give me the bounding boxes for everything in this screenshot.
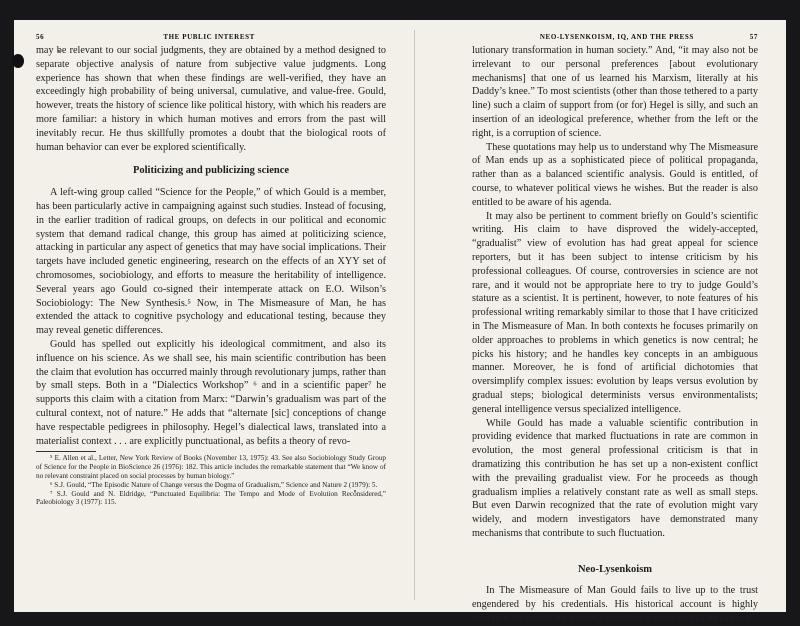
running-head: THE PUBLIC INTEREST xyxy=(163,33,255,41)
paragraph: It may also be pertinent to comment briefly on Gould’s scientific writing. His claim to have disproved the widely-accepted, “gradualist” view of evolution has had great appeal for science reporters, but it has been subject to intense criticism by his professional colleagues. Of course, controversies in science are not rare, and it would not be appropriate here to try to judge Gould’s stature as a scientist. It is pertinent, however, to note features of his professional writing remarkably similar to those that I have criticized in The Mismeasure of Man. In both contexts he focuses primarily on older approaches to problems in which genetics is now central; he picks his history; and he handles key concepts in an ambiguous manner. Moreover, he is fond of artificial dichotomies that oversimplify complex issues: evolution by leaps versus evolution by gradual steps; biological determinists versus environmentalists; general intelligence versus specialized intelligence. xyxy=(472,210,758,415)
paragraph: While Gould has made a valuable scientific contribution in providing evidence that marked fluctuations in rate are common in evolution, the most general professional criticism is that in dramatizing this contribution he has set up a non-existent conflict with the prevailing gradualist view. For he proceeds as though gradualism implies a relatively constant rate as well as small steps. But even Darwin recognized that the rate of evolution might vary widely, and modern investigators have demonstrated many mechanisms that contribute to such fluctuation. xyxy=(472,417,758,539)
running-head: NEO-LYSENKOISM, IQ, AND THE PRESS xyxy=(539,33,694,41)
left-page-header xyxy=(36,31,386,43)
left-page xyxy=(14,20,414,612)
paragraph: These quotations may help us to understand why The Mismeasure of Man ends up as a sophisticated piece of political propaganda, rather than as a balanced scientific analysis. Gould is entitled, of course, to whatever political views he wishes. But the reader is also entitled to be aware of his agenda. xyxy=(472,141,758,208)
page-number: 57 xyxy=(749,33,758,41)
footnote: ⁶ S.J. Gould, “The Episodic Nature of Change versus the Dogma of Gradualism,” Science and Nature 2 (1979): 5. xyxy=(50,480,378,489)
paragraph: may be relevant to our social judgments, they are obtained by a method designed to separate objective analysis of nature from subjective value judgments. Long experience has shown that when these findings are well-verified, they have an exceedingly high probability of being universal, cumulative, and value-free. Gould, however, treats the history of science like political history, with which his readers are more familiar: a history in which human motives and errors from the past will inevitably recur. He thus skillfully promotes a doubt that the biological roots of human behavior can ever be explored scientifically. xyxy=(36,45,386,153)
page-number: 56 xyxy=(36,33,45,41)
paragraph: A left-wing group called “Science for the People,” of which Gould is a member, has been particularly active in campaigning against such studies. Instead of focusing, in the earlier tradition of radical groups, on defects in our political and economic system that demand radical change, this group has aimed at politicizing science, attacking in particular any aspect of genetics that may have social implications. Their targets have included genetic engineering, research on the effects of an XYY set of chromosomes, sociobiology, and efforts to measure the heritability of intelligence. Several years ago Gould co-signed their intemperate attack on E.O. Wilson’s Sociobiology: The New Synthesis.⁵ Now, in The Mismeasure of Man, he has extended the attack to cognitive psychology and educational testing, because they may reveal genetic differences. xyxy=(36,187,386,337)
paragraph: lutionary transformation in human society.” And, “it may also not be irrelevant to our personal preferences [about evolutionary mechanisms] that one of us learned his Marxism, literally at his Daddy’s knee.” To most scientists (other than those tethered to a party line) such a claim of support from (or for) Hegel is silly, and such an insertion of an ideological preference, whether from the left or the right, is a corruption of science. xyxy=(472,45,758,139)
paragraph: In The Mismeasure of Man Gould fails to live up to the trust engendered by his credentials. His historical account is highly selective; he asserts the non-objectivity of science so that he can test xyxy=(472,585,758,625)
footnote-rule xyxy=(36,451,96,452)
right-page xyxy=(415,20,786,625)
left-page-body xyxy=(36,44,386,507)
book-spread xyxy=(14,20,786,625)
paragraph: Gould has spelled out explicitly his ideological commitment, and also its influence on his science. As we shall see, his main scientific contribution has been the claim that evolution has occurred mainly through revolutionary jumps, rather than by small steps. Both in a “Dialectics Workshop” ⁶ and in a scientific paper⁷ he supports this claim with a citation from Marx: “Darwin’s gradualism was part of the cultural context, not of nature.” He adds that “alternate [sic] conceptions of change have respectable pedigrees in philosophy. Hegel’s dialectical laws, translated into a materialist context . . . are explicitly punctuational, as befits a theory of revo- xyxy=(36,338,386,447)
right-page-header xyxy=(472,31,758,43)
section-heading: Neo-Lysenkoism xyxy=(577,563,653,575)
footnote: ⁵ E. Allen et al., Letter, New York Review of Books (November 13, 1975): 43. See also Sociobiology Study Group of Science for the People in BioScience 26 (1976): 182. This article includes the remarkable statement that “We know of no relevant constraint placed on social processes by human biology.” xyxy=(36,454,386,480)
footnote: ⁷ S.J. Gould and N. Eldridge, “Punctuated Equilibria: The Tempo and Mode of Evolution Reconsidered,” Paleobiology 3 (1977): 115. xyxy=(36,489,386,507)
section-heading: Politicizing and publicizing science xyxy=(132,165,290,177)
right-page-body xyxy=(472,44,758,626)
